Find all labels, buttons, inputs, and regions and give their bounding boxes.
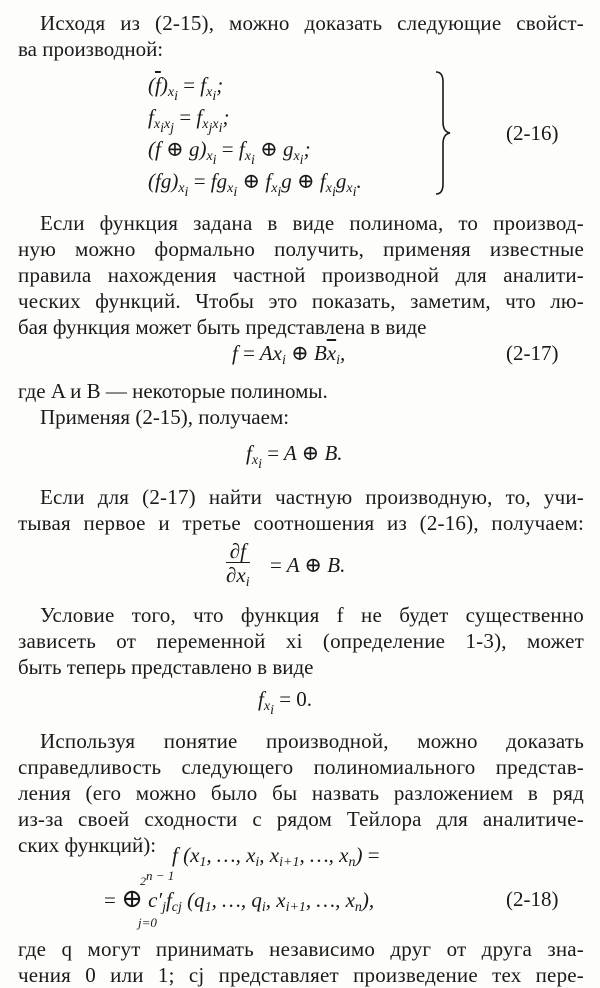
text-line: справедливость следующего полиномиального представ- [18, 755, 584, 779]
text-line: ную можно формально получить, применяя известные [18, 237, 584, 261]
eq-2-18-line-1: f ($x_1$, …, $x_i$, $x_{i+1}$, …, $x_n$) = [172, 843, 380, 870]
equation-derivative-rhs: = A ⊕ B. [270, 553, 346, 577]
text-line: Если функция задана в виде полинома, то производ- [40, 211, 584, 235]
text-line: правила нахождения частной производной для аналити- [18, 263, 584, 287]
text-line: тывая первое и третье соотношения из (2-16), получаем: [18, 511, 584, 535]
equation-zero: $f_{x_i} = 0$. [258, 687, 313, 718]
equation-number: (2-17) [506, 341, 559, 365]
text-line: Применяя (2-15), получаем: [40, 405, 290, 429]
text-line: быть теперь представлено в виде [18, 655, 314, 679]
text-line: Используя понятие производной, можно доказать [40, 729, 584, 753]
eq-2-16-line-1: $(\overline{f})_{x_i} = f_{x_i}$; [148, 73, 224, 104]
text-line: ских функций): [18, 833, 157, 857]
text-line: Условие того, что функция f не будет существенно [40, 603, 584, 627]
text-line: ва производной: [18, 37, 164, 61]
text-line: где q могут принимать независимо друг от друга зна- [18, 937, 584, 961]
eq-2-18-line-2: = ⊕ $c'_jf_{cj}$ ($q_1$, …, $q_i$, $x_{i+1}$, …, $x_n$), [104, 884, 375, 915]
text-line: чения 0 или 1; cj представляет произведение тех пере- [18, 963, 584, 987]
text-line: Исходя из (2-15), можно доказать следующие свойст- [40, 11, 584, 35]
equation-number: (2-18) [506, 887, 559, 911]
eq-2-17-body: $f = Ax_i$ ⊕ $B\overline{x}_i$, [232, 341, 346, 368]
right-brace-icon [434, 70, 452, 196]
text-line: ления (его можно было бы назвать разложением в ряд [18, 781, 584, 805]
text-line: ческих функций. Чтобы это показать, заметим, что лю- [18, 289, 584, 313]
fraction-df-dxi: $\frac{\partial f}{\partial x_i}$ [226, 539, 250, 590]
text-line: зависеть от переменной xi (определение 1-3), может [18, 629, 584, 653]
equation-partial: $f_{x_i} = A$ ⊕ B. [246, 441, 343, 472]
eq-2-16-line-2: $f_{x_ix_j} = f_{x_jx_i}$; [148, 105, 230, 136]
eq-2-16-line-3: (f ⊕ $g)_{x_i} = f_{x_i}$ ⊕ $g_{x_i}$; [148, 137, 311, 168]
text-line: из-за своей сходности с рядом Тейлора для аналитиче- [18, 807, 584, 831]
text-line: где A и B — некоторые полиномы. [18, 379, 328, 403]
sum-upper-limit: $2^{n - 1}$ [140, 868, 175, 888]
equation-number: (2-16) [506, 121, 559, 145]
sum-lower-limit: j=0 [138, 915, 157, 930]
text-line: бая функция может быть представлена в виде [18, 315, 427, 339]
text-line: Если для (2-17) найти частную производную, то, учи- [40, 485, 584, 509]
eq-2-16-line-4: $(fg)_{x_i} = fg_{x_i}$ ⊕ $f_{x_i}g$ ⊕ $f_{x_i}g_{x_i}$. [148, 169, 362, 200]
